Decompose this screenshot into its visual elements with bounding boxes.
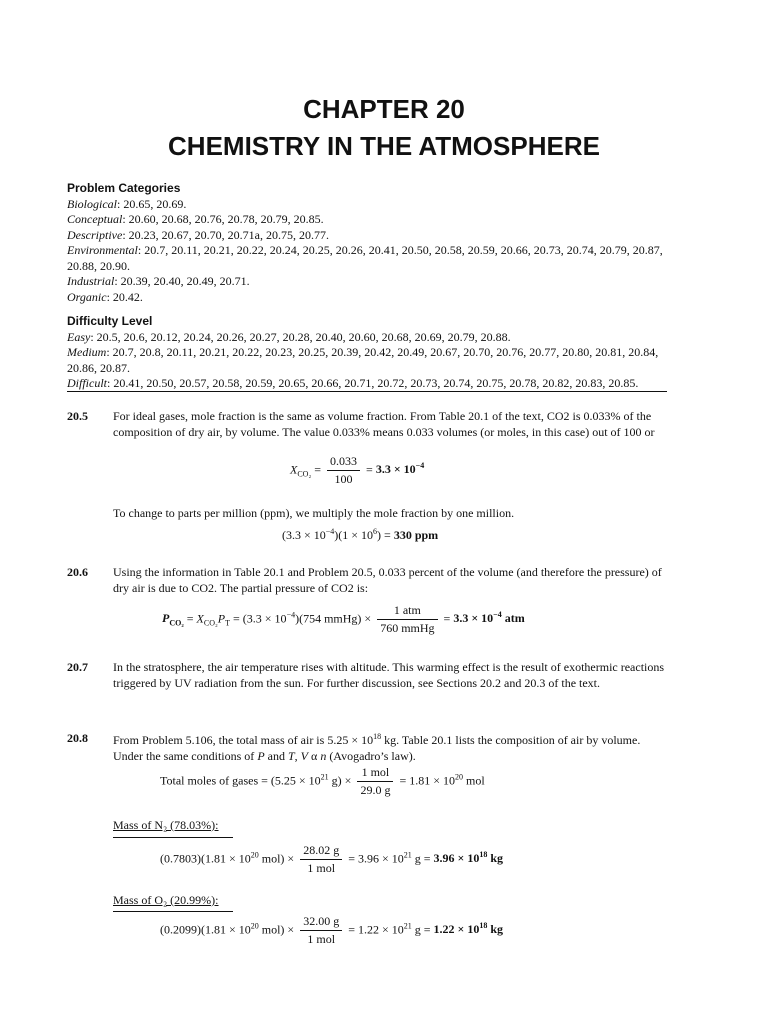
category-line: Environmental: 20.7, 20.11, 20.21, 20.22, 20.24, 20.25, 20.26, 20.41, 20.50, 20.58, 20.59, 20.66, 20.73, 20.74, 20.79, 20.87, 20.88, 20.90. [67,243,663,273]
difficulty-line: Easy: 20.5, 20.6, 20.12, 20.24, 20.26, 20.27, 20.28, 20.40, 20.60, 20.68, 20.69, 20.79, 20.88. [67,329,511,344]
problem-number: 20.5 [67,409,88,423]
equation-mole-fraction: $X_{CO_2}$ = $\frac{0.033}{100}$ = $3.3 \times 10^{-4}$ [290,454,425,486]
chapter-title: CHEMISTRY IN THE ATMOSPHERE [168,131,600,161]
equation-partial-pressure: $P_{CO_2} = X_{CO_2}P_T = (3.3 \times 10^{-4})(754$ mmHg) × $\frac{\text{1 atm}}{\text{760 mmHg}}$ = $3.3 \times 10^{-4}$ atm [162,603,525,635]
problem-number: 20.7 [67,660,88,674]
category-line: Organic: 20.42. [67,289,143,304]
problem-number: 20.6 [67,565,88,579]
problem-text: To change to parts per million (ppm), we multiply the mole fraction by one million. [113,506,515,520]
equation-nitrogen-mass: $(0.7803)(1.81 \times 10^{20}$ mol) × $\frac{28.02 g}{\text{1 mol}}$ = $3.96 \times 10^{21}$ $g = 3.96 \times 10^{18}$ kg [160,843,504,875]
equation-ppm: $(3.3 \times 10^{-4})(1 \times 10^6) = 330$ ppm [282,527,439,542]
difficulty-level [67,314,667,392]
equation-total-moles: Total moles of gases = ($5.25 \times 10^{21}$ g) × $\frac{\text{1 mol}}{29.0 g}$ = $1.81 \times 10^{20}$ mol [160,765,485,797]
subheading-rule [113,911,233,912]
problem-text: For ideal gases, mole fraction is the same as volume fraction. From Table 20.1 of the text, CO2 is 0.033% of the composition of dry air, by volume. The value 0.033% means 0.033 volumes (or moles, in this case) out of 100 or [113,409,655,439]
chapter-number: CHAPTER 20 [303,94,465,124]
subheading-oxygen: Mass of O₂ (20.99%): [113,893,219,907]
difficulty-line: Medium: 20.7, 20.8, 20.11, 20.21, 20.22, 20.23, 20.25, 20.39, 20.42, 20.49, 20.67, 20.70, 20.76, 20.77, 20.80, 20.81, 20.84, 20.86, 20.87. [67,345,659,375]
problem-categories [67,181,667,305]
categories-heading: Problem Categories [67,181,181,195]
problem-text: In the stratosphere, the air temperature rises with altitude. This warming effect is the result of exothermic reactions triggered by UV radiation from the sun. For further discussion, see Sections 20.2 and 20.3 of the text. [113,660,665,690]
problem-text: Using the information in Table 20.1 and Problem 20.5, 0.033 percent of the volume (and therefore the pressure) of dry air is due to CO2. The partial pressure of CO2 is: [113,565,662,595]
category-line: Descriptive: 20.23, 20.67, 20.70, 20.71a, 20.75, 20.77. [67,227,329,242]
difficulty-heading: Difficulty Level [67,314,153,328]
category-line: Biological: 20.65, 20.69. [67,196,187,211]
section-divider [67,391,667,392]
category-line: Conceptual: 20.60, 20.68, 20.76, 20.78, 20.79, 20.85. [67,212,324,226]
subheading-rule [113,837,233,838]
equation-oxygen-mass: $(0.2099)(1.81 \times 10^{20}$ mol) × $\frac{32.00 g}{\text{1 mol}}$ = $1.22 \times 10^{21}$ $g = 1.22 \times 10^{18}$ kg [160,914,504,946]
difficulty-line: Difficult: 20.41, 20.50, 20.57, 20.58, 20.59, 20.65, 20.66, 20.71, 20.72, 20.73, 20.74, 20.75, 20.78, 20.82, 20.83, 20.85. [67,376,639,390]
problem-text: From Problem 5.106, the total mass of air is $5.25 \times 10^{18}$ kg. Table 20.1 lists the composition of air by volume. Under the same conditions of P and T, V α n (Avogadro’s law). [113,732,641,763]
subheading-nitrogen: Mass of N₂ (78.03%): [113,818,219,832]
problem-number: 20.8 [67,731,88,745]
category-line: Industrial: 20.39, 20.40, 20.49, 20.71. [67,274,250,288]
